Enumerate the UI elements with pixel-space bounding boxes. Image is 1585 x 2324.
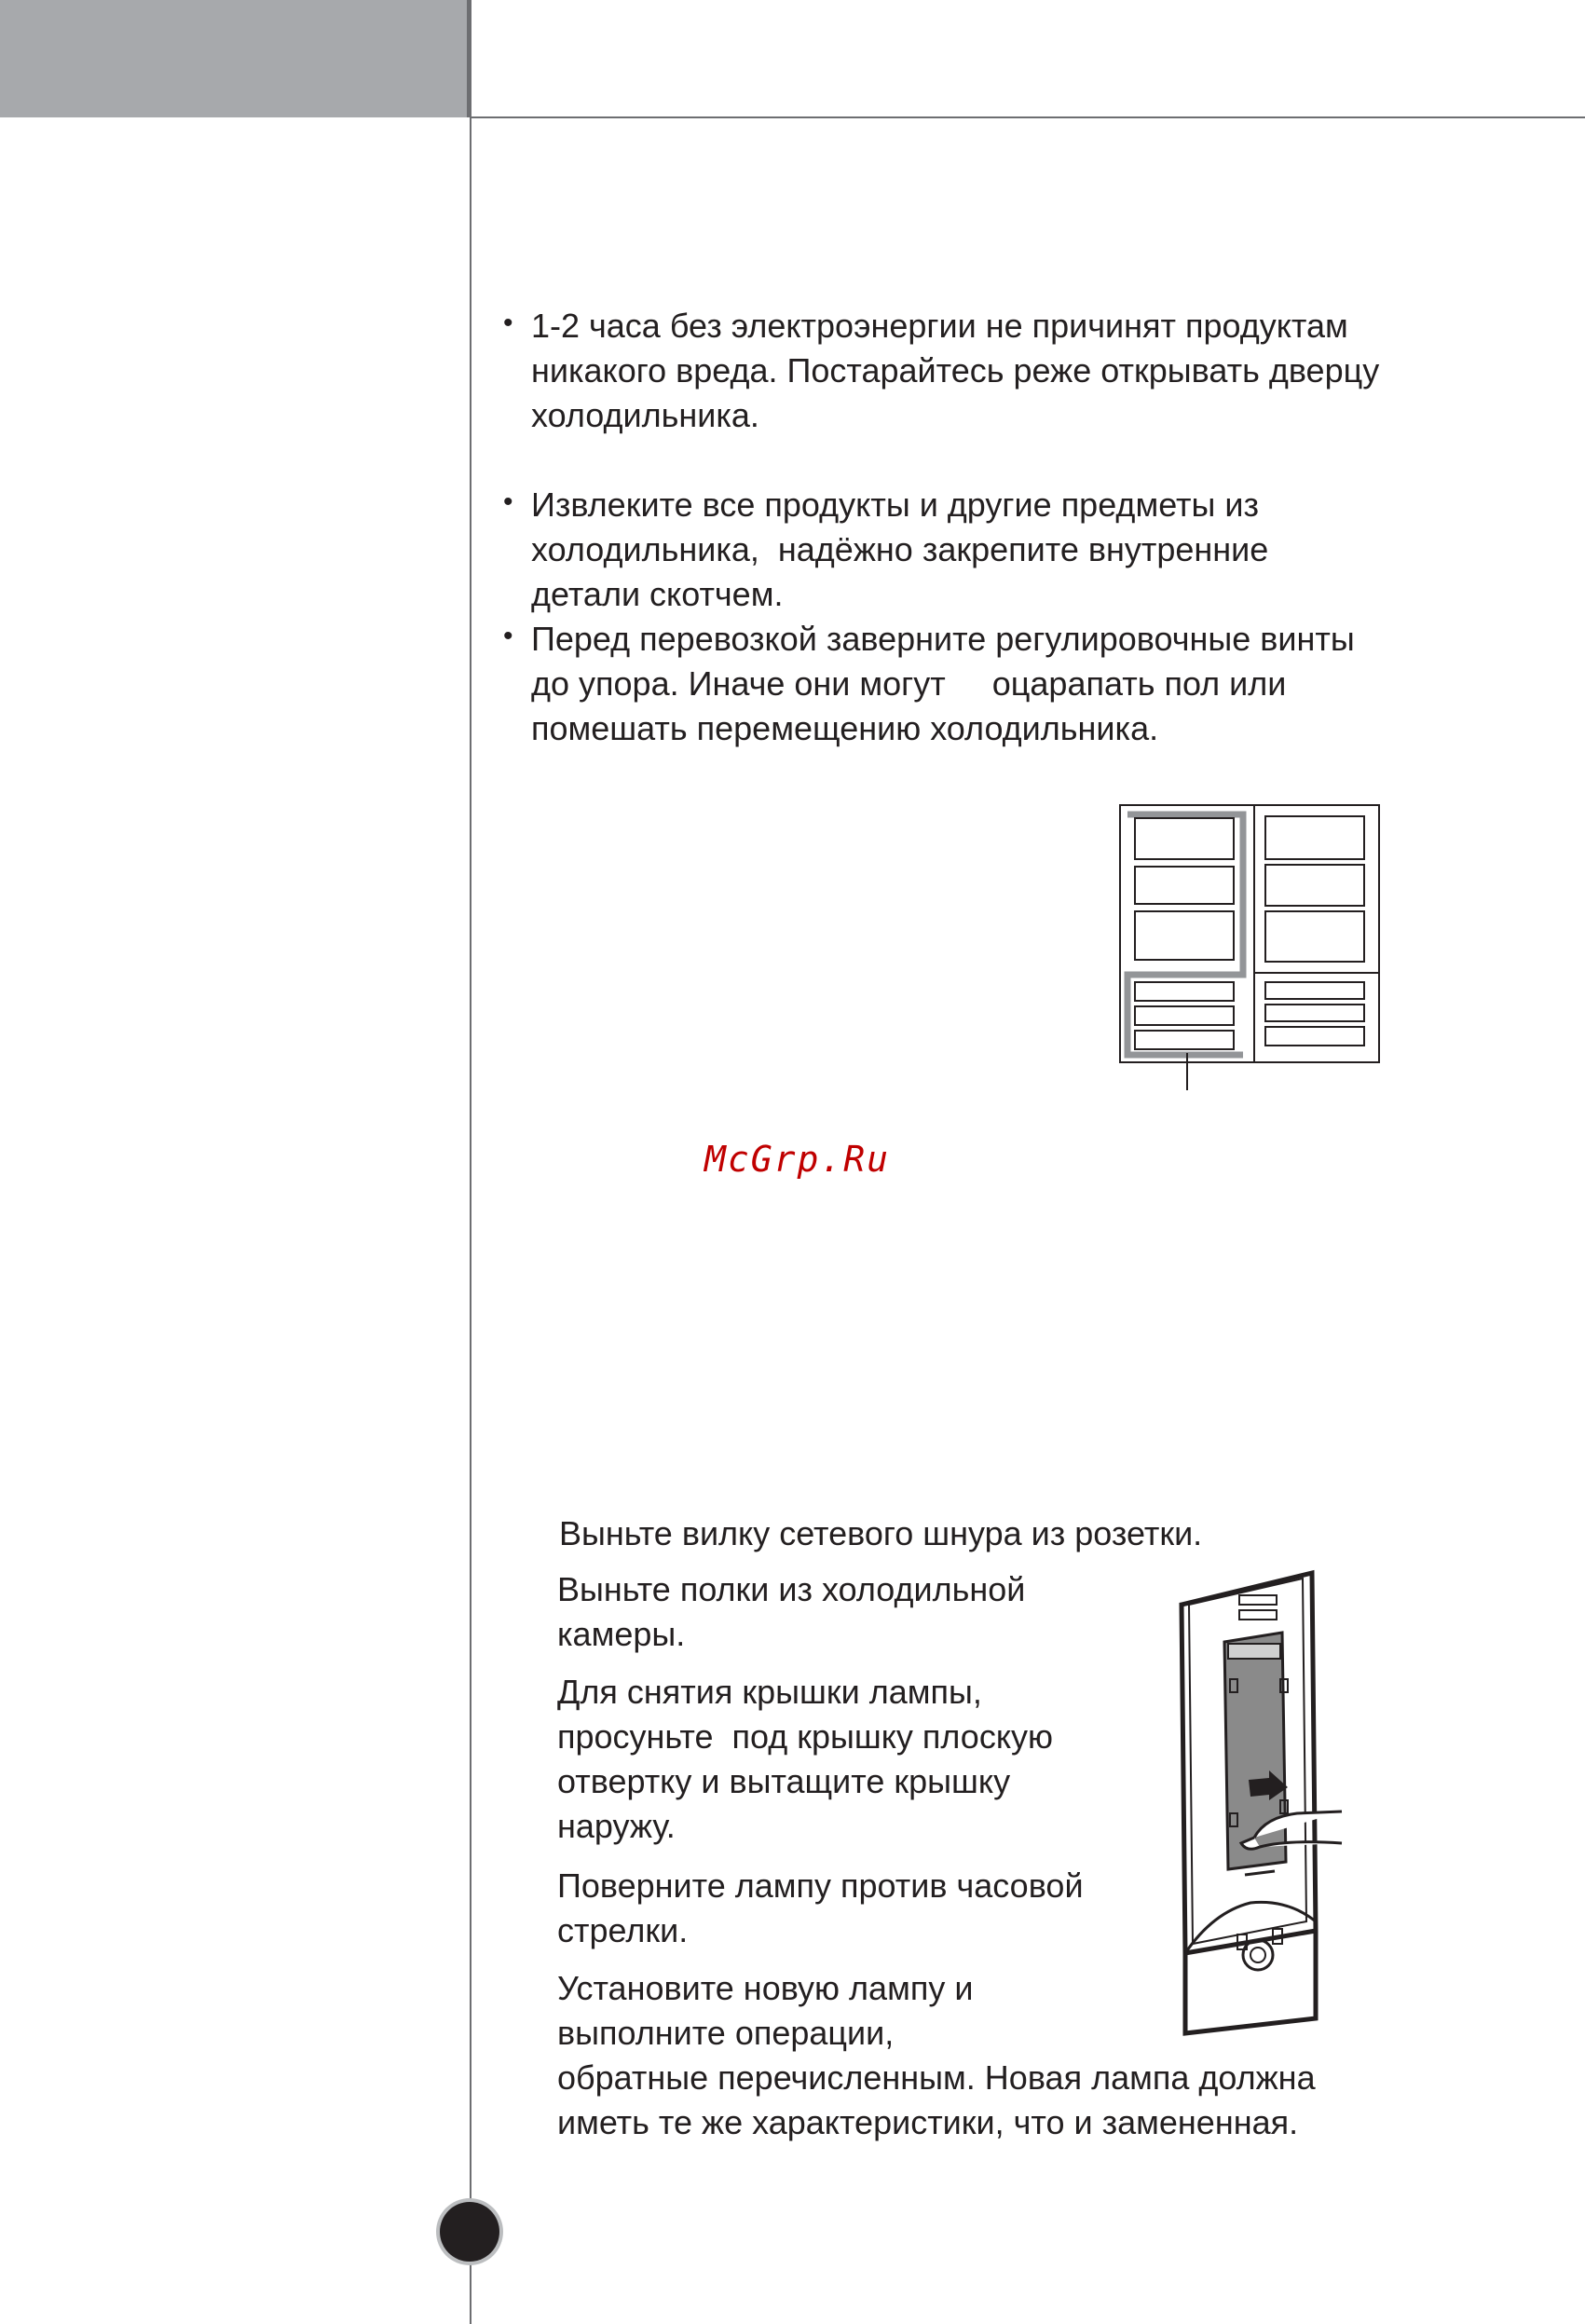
- text-line: Перед перевозкой заверните регулировочные винты: [531, 620, 1355, 658]
- text-line: наружу.: [557, 1807, 676, 1845]
- text-line: холодильника.: [531, 396, 759, 434]
- text-line: до упора. Иначе они могут оцарапать пол или: [531, 664, 1287, 703]
- watermark: McGrp.Ru: [704, 1139, 891, 1180]
- text-line: Для снятия крышки лампы,: [557, 1673, 982, 1711]
- text-line: помешать перемещению холодильника.: [531, 709, 1159, 747]
- text-line: Поверните лампу против часовой: [557, 1866, 1084, 1905]
- text-line: 1-2 часа без электроэнергии не причинят продуктам: [531, 307, 1348, 345]
- page-number-marker: [440, 2202, 499, 2262]
- text-line: детали скотчем.: [531, 575, 784, 613]
- lamp-step-3: [557, 1670, 1053, 1849]
- text-line: никакого вреда. Постарайтесь реже открывать дверцу: [531, 351, 1380, 390]
- text-line: Выньте полки из холодильной: [557, 1570, 1026, 1608]
- text-line: Извлеките все продукты и другие предметы из: [531, 485, 1259, 524]
- page-margin-rule: [470, 0, 471, 2324]
- bullet-power-outage: [531, 304, 1379, 438]
- text-line: выполните операции,: [557, 2014, 895, 2052]
- fridge-lamp-illustration: [1176, 1567, 1344, 2039]
- bullet-marker: •: [503, 621, 513, 651]
- lamp-step-2: [557, 1567, 1025, 1657]
- fridge-tape-diagram: [1114, 803, 1383, 1092]
- text-line: Установите новую лампу и: [557, 1969, 974, 2007]
- bullet-marker: •: [503, 486, 513, 517]
- text-line: холодильника, надёжно закрепите внутренние: [531, 530, 1269, 568]
- bullet-leveling-screws: [531, 617, 1355, 751]
- lamp-step-1: [559, 1511, 1202, 1556]
- text-line: иметь те же характеристики, что и замененная.: [557, 2103, 1299, 2141]
- header-gray-block: [0, 0, 470, 117]
- text-line: стрелки.: [557, 1911, 689, 1949]
- header-rule: [470, 116, 1585, 118]
- text-line: камеры.: [557, 1615, 686, 1653]
- text-line: просуньте под крышку плоскую: [557, 1717, 1053, 1756]
- text-line: отвертку и вытащите крышку: [557, 1762, 1011, 1800]
- text-line: Выньте вилку сетевого шнура из розетки.: [559, 1514, 1203, 1552]
- bullet-marker: •: [503, 308, 513, 338]
- bullet-remove-items: [531, 483, 1268, 617]
- lamp-step-4: [557, 1864, 1084, 1953]
- text-line: обратные перечисленным. Новая лампа должна: [557, 2058, 1316, 2097]
